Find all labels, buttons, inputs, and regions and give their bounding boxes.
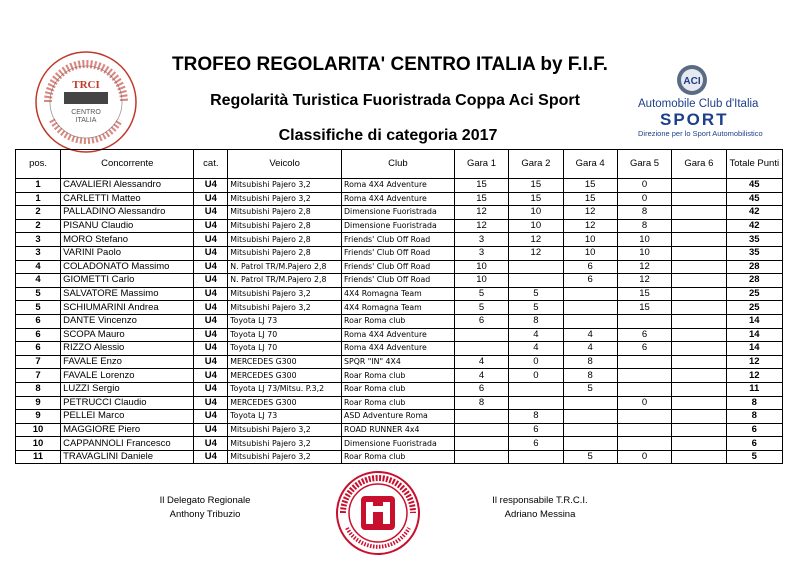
col-gara6-cell	[672, 287, 726, 301]
col-gara1-cell	[454, 437, 508, 451]
col-cat-cell: U4	[194, 206, 228, 220]
col-gara5-cell: 15	[617, 301, 671, 315]
table-row	[16, 355, 783, 369]
table-row	[16, 246, 783, 260]
col-concorrente-cell: CARLETTI Matteo	[61, 192, 194, 206]
col-concorrente-cell: PETRUCCI Claudio	[61, 396, 194, 410]
table-row	[16, 382, 783, 396]
col-veicolo-cell: Mitsubishi Pajero 3,2	[228, 437, 342, 451]
col-totale-cell: 42	[726, 206, 782, 220]
table-row	[16, 192, 783, 206]
col-gara4-cell: 15	[563, 192, 617, 206]
table-row	[16, 260, 783, 274]
col-gara4-cell	[563, 287, 617, 301]
col-gara6-cell	[672, 396, 726, 410]
col-cat-cell: U4	[194, 328, 228, 342]
col-totale-cell: 12	[726, 355, 782, 369]
col-concorrente-cell: GIOMETTI Carlo	[61, 274, 194, 288]
col-veicolo-cell: Toyota LJ 70	[228, 342, 342, 356]
col-concorrente-cell: VARINI Paolo	[61, 246, 194, 260]
col-pos-cell: 9	[16, 396, 61, 410]
col-gara5-cell: 10	[617, 246, 671, 260]
col-gara6-cell	[672, 382, 726, 396]
col-concorrente-cell: SCHIUMARINI Andrea	[61, 301, 194, 315]
col-gara1-cell	[454, 450, 508, 464]
col-pos-cell: 8	[16, 382, 61, 396]
col-totale-cell: 14	[726, 342, 782, 356]
col-gara6-cell	[672, 437, 726, 451]
delegate-role: Il Delegato Regionale	[159, 495, 251, 506]
col-club-cell: 4X4 Romagna Team	[342, 301, 455, 315]
col-veicolo-cell: Mitsubishi Pajero 3,2	[228, 423, 342, 437]
col-concorrente-cell: PALLADINO Alessandro	[61, 206, 194, 220]
col-concorrente-cell: SCOPA Mauro	[61, 328, 194, 342]
col-cat-cell: U4	[194, 233, 228, 247]
col-gara2-cell: 5	[509, 301, 563, 315]
col-gara4-cell: 10	[563, 233, 617, 247]
col-totale-cell: 25	[726, 301, 782, 315]
col-pos-cell: 7	[16, 369, 61, 383]
col-gara4-cell: 12	[563, 206, 617, 220]
svg-text:TRCI: TRCI	[72, 79, 100, 91]
col-gara6-cell	[672, 219, 726, 233]
col-gara5-cell	[617, 369, 671, 383]
col-totale-cell: 14	[726, 314, 782, 328]
col-concorrente-cell: CAVALIERI Alessandro	[61, 179, 194, 193]
col-gara1-cell: 12	[454, 219, 508, 233]
col-totale-cell: 45	[726, 192, 782, 206]
col-gara5-cell: 15	[617, 287, 671, 301]
col-gara6-cell	[672, 192, 726, 206]
col-gara1-header: Gara 1	[454, 150, 508, 179]
col-veicolo-cell: Mitsubishi Pajero 2,8	[228, 206, 342, 220]
col-pos-cell: 1	[16, 192, 61, 206]
standings-table	[15, 149, 783, 464]
col-totale-cell: 35	[726, 246, 782, 260]
table-row	[16, 274, 783, 288]
col-gara6-cell	[672, 314, 726, 328]
col-gara5-cell	[617, 410, 671, 424]
col-pos-cell: 6	[16, 342, 61, 356]
col-veicolo-cell: Toyota LJ 73/Mitsu. P.3,2	[228, 382, 342, 396]
col-gara2-cell: 8	[509, 410, 563, 424]
col-gara1-cell: 3	[454, 246, 508, 260]
col-gara2-cell: 12	[509, 233, 563, 247]
col-veicolo-cell: Toyota LJ 70	[228, 328, 342, 342]
col-gara1-cell: 6	[454, 382, 508, 396]
table-row	[16, 233, 783, 247]
col-gara4-cell: 12	[563, 219, 617, 233]
col-concorrente-cell: LUZZI Sergio	[61, 382, 194, 396]
col-totale-cell: 14	[726, 328, 782, 342]
col-veicolo-cell: Mitsubishi Pajero 3,2	[228, 192, 342, 206]
col-veicolo-cell: Mitsubishi Pajero 2,8	[228, 246, 342, 260]
col-cat-cell: U4	[194, 369, 228, 383]
manager-role: Il responsabile T.R.C.I.	[492, 495, 588, 506]
col-pos-cell: 3	[16, 233, 61, 247]
col-gara5-cell: 0	[617, 450, 671, 464]
col-pos-cell: 4	[16, 274, 61, 288]
col-club-cell: Roar Roma club	[342, 396, 455, 410]
col-gara4-cell	[563, 396, 617, 410]
col-gara6-cell	[672, 260, 726, 274]
svg-text:ITALIA: ITALIA	[75, 117, 97, 124]
col-gara1-cell: 10	[454, 260, 508, 274]
col-gara5-cell: 0	[617, 179, 671, 193]
col-club-cell: Roar Roma club	[342, 382, 455, 396]
col-gara4-cell: 10	[563, 246, 617, 260]
col-gara2-cell: 0	[509, 369, 563, 383]
col-club-cell: Roma 4X4 Adventure	[342, 179, 455, 193]
svg-text:CENTRO: CENTRO	[71, 109, 101, 116]
col-club-cell: Friends' Club Off Road	[342, 274, 455, 288]
col-club-cell: Roar Roma club	[342, 369, 455, 383]
col-totale-cell: 12	[726, 369, 782, 383]
col-club-cell: Roar Roma club	[342, 314, 455, 328]
col-totale-cell: 25	[726, 287, 782, 301]
col-gara4-cell	[563, 437, 617, 451]
page-title: TROFEO REGOLARITA' CENTRO ITALIA by F.I.F.	[172, 54, 608, 75]
col-pos-cell: 2	[16, 206, 61, 220]
col-gara4-cell: 4	[563, 342, 617, 356]
col-concorrente-cell: MAGGIORE Piero	[61, 423, 194, 437]
table-row	[16, 450, 783, 464]
col-club-cell: Roar Roma club	[342, 450, 455, 464]
col-gara6-cell	[672, 355, 726, 369]
col-pos-cell: 6	[16, 314, 61, 328]
col-veicolo-cell: Toyota LJ 73	[228, 410, 342, 424]
col-totale-cell: 8	[726, 396, 782, 410]
col-gara2-cell: 6	[509, 423, 563, 437]
table-row	[16, 342, 783, 356]
col-pos-cell: 5	[16, 287, 61, 301]
col-gara6-header: Gara 6	[672, 150, 726, 179]
col-pos-cell: 6	[16, 328, 61, 342]
col-gara6-cell	[672, 369, 726, 383]
col-veicolo-cell: Mitsubishi Pajero 3,2	[228, 450, 342, 464]
col-gara1-cell	[454, 328, 508, 342]
col-gara1-cell: 4	[454, 355, 508, 369]
col-gara1-cell: 8	[454, 396, 508, 410]
col-concorrente-cell: FAVALE Enzo	[61, 355, 194, 369]
col-gara2-cell: 15	[509, 179, 563, 193]
footer-left	[140, 495, 270, 520]
col-gara4-cell	[563, 423, 617, 437]
col-gara2-cell: 4	[509, 328, 563, 342]
col-gara6-cell	[672, 423, 726, 437]
col-concorrente-cell: PELLEI Marco	[61, 410, 194, 424]
col-pos-cell: 1	[16, 179, 61, 193]
col-concorrente-cell: DANTE Vincenzo	[61, 314, 194, 328]
section-title: Classifiche di categoria 2017	[278, 127, 498, 144]
col-club-cell: Roma 4X4 Adventure	[342, 328, 455, 342]
col-gara6-cell	[672, 246, 726, 260]
col-totale-cell: 6	[726, 423, 782, 437]
col-veicolo-cell: MERCEDES G300	[228, 396, 342, 410]
col-gara6-cell	[672, 450, 726, 464]
col-cat-cell: U4	[194, 396, 228, 410]
col-pos-cell: 9	[16, 410, 61, 424]
col-gara4-cell	[563, 410, 617, 424]
col-club-cell: Friends' Club Off Road	[342, 260, 455, 274]
col-gara5-cell: 10	[617, 233, 671, 247]
col-pos-cell: 3	[16, 246, 61, 260]
col-gara1-cell: 5	[454, 287, 508, 301]
col-gara2-cell: 0	[509, 355, 563, 369]
col-gara1-cell: 3	[454, 233, 508, 247]
col-cat-cell: U4	[194, 260, 228, 274]
col-cat-header: cat.	[194, 150, 228, 179]
delegate-name: Anthony Tribuzio	[169, 509, 241, 520]
col-gara5-cell: 6	[617, 328, 671, 342]
col-totale-cell: 5	[726, 450, 782, 464]
col-pos-cell: 11	[16, 450, 61, 464]
col-veicolo-cell: MERCEDES G300	[228, 355, 342, 369]
col-gara2-cell	[509, 260, 563, 274]
col-veicolo-header: Veicolo	[228, 150, 342, 179]
table-row	[16, 301, 783, 315]
col-pos-cell: 4	[16, 260, 61, 274]
col-gara2-cell: 12	[509, 246, 563, 260]
col-concorrente-cell: MORO Stefano	[61, 233, 194, 247]
col-concorrente-header: Concorrente	[61, 150, 194, 179]
col-concorrente-cell: PISANU Claudio	[61, 219, 194, 233]
col-club-header: Club	[342, 150, 455, 179]
col-gara1-cell	[454, 410, 508, 424]
col-gara5-cell: 0	[617, 192, 671, 206]
col-concorrente-cell: COLADONATO Massimo	[61, 260, 194, 274]
col-gara4-cell	[563, 314, 617, 328]
col-gara4-cell: 8	[563, 355, 617, 369]
col-gara4-cell: 15	[563, 179, 617, 193]
col-gara2-cell: 10	[509, 206, 563, 220]
col-gara1-cell: 6	[454, 314, 508, 328]
col-gara6-cell	[672, 233, 726, 247]
col-pos-cell: 7	[16, 355, 61, 369]
table-row	[16, 179, 783, 193]
svg-text:ACI: ACI	[683, 76, 701, 87]
col-gara2-cell: 5	[509, 287, 563, 301]
col-cat-cell: U4	[194, 246, 228, 260]
col-cat-cell: U4	[194, 179, 228, 193]
col-cat-cell: U4	[194, 301, 228, 315]
col-club-cell: Friends' Club Off Road	[342, 246, 455, 260]
col-gara4-cell: 4	[563, 328, 617, 342]
col-gara2-header: Gara 2	[509, 150, 563, 179]
col-gara5-cell: 6	[617, 342, 671, 356]
col-gara1-cell: 12	[454, 206, 508, 220]
col-gara4-cell	[563, 301, 617, 315]
table-row	[16, 287, 783, 301]
col-gara2-cell	[509, 382, 563, 396]
col-cat-cell: U4	[194, 382, 228, 396]
col-pos-cell: 5	[16, 301, 61, 315]
col-totale-header: Totale Punti	[726, 150, 782, 179]
table-header	[16, 150, 783, 179]
col-concorrente-cell: FAVALE Lorenzo	[61, 369, 194, 383]
col-veicolo-cell: Mitsubishi Pajero 3,2	[228, 301, 342, 315]
col-gara5-cell: 8	[617, 206, 671, 220]
col-totale-cell: 35	[726, 233, 782, 247]
col-cat-cell: U4	[194, 450, 228, 464]
fif-stamp	[335, 470, 421, 556]
table-row	[16, 369, 783, 383]
col-cat-cell: U4	[194, 423, 228, 437]
col-gara2-cell: 8	[509, 314, 563, 328]
col-club-cell: SPQR "IN" 4X4	[342, 355, 455, 369]
col-gara4-cell: 5	[563, 450, 617, 464]
col-gara5-cell	[617, 437, 671, 451]
col-pos-cell: 10	[16, 437, 61, 451]
table-row	[16, 206, 783, 220]
col-club-cell: Dimensione Fuoristrada	[342, 206, 455, 220]
col-gara1-cell	[454, 423, 508, 437]
table-row	[16, 219, 783, 233]
col-totale-cell: 28	[726, 274, 782, 288]
col-gara5-cell	[617, 382, 671, 396]
col-gara2-cell	[509, 274, 563, 288]
col-gara5-cell	[617, 314, 671, 328]
col-gara2-cell	[509, 396, 563, 410]
col-totale-cell: 8	[726, 410, 782, 424]
col-concorrente-cell: CAPPANNOLI Francesco	[61, 437, 194, 451]
col-veicolo-cell: N. Patrol TR/M.Pajero 2,8	[228, 274, 342, 288]
col-gara5-cell: 8	[617, 219, 671, 233]
aci-sport: SPORT	[660, 110, 729, 129]
aci-subtitle: Direzione per lo Sport Automobilistico	[638, 129, 763, 138]
col-totale-cell: 42	[726, 219, 782, 233]
col-veicolo-cell: Mitsubishi Pajero 2,8	[228, 219, 342, 233]
col-veicolo-cell: Mitsubishi Pajero 2,8	[228, 233, 342, 247]
col-gara5-cell	[617, 423, 671, 437]
col-gara4-header: Gara 4	[563, 150, 617, 179]
col-concorrente-cell: RIZZO Alessio	[61, 342, 194, 356]
col-cat-cell: U4	[194, 437, 228, 451]
col-gara2-cell: 6	[509, 437, 563, 451]
col-gara2-cell: 4	[509, 342, 563, 356]
table-row	[16, 328, 783, 342]
col-cat-cell: U4	[194, 355, 228, 369]
col-gara1-cell: 10	[454, 274, 508, 288]
col-pos-header: pos.	[16, 150, 61, 179]
col-gara5-header: Gara 5	[617, 150, 671, 179]
col-club-cell: ROAD RUNNER 4x4	[342, 423, 455, 437]
col-veicolo-cell: N. Patrol TR/M.Pajero 2,8	[228, 260, 342, 274]
col-cat-cell: U4	[194, 219, 228, 233]
col-gara2-cell: 15	[509, 192, 563, 206]
col-veicolo-cell: Mitsubishi Pajero 3,2	[228, 287, 342, 301]
col-gara6-cell	[672, 274, 726, 288]
col-veicolo-cell: Toyota LJ 73	[228, 314, 342, 328]
col-gara1-cell: 15	[454, 192, 508, 206]
col-gara4-cell: 6	[563, 274, 617, 288]
table-row	[16, 410, 783, 424]
col-club-cell: 4X4 Romagna Team	[342, 287, 455, 301]
col-gara1-cell: 4	[454, 369, 508, 383]
col-gara6-cell	[672, 206, 726, 220]
col-gara6-cell	[672, 342, 726, 356]
col-cat-cell: U4	[194, 314, 228, 328]
col-gara5-cell: 12	[617, 274, 671, 288]
table-row	[16, 396, 783, 410]
col-concorrente-cell: SALVATORE Massimo	[61, 287, 194, 301]
col-gara4-cell: 6	[563, 260, 617, 274]
table-row	[16, 423, 783, 437]
col-cat-cell: U4	[194, 192, 228, 206]
col-club-cell: Roma 4X4 Adventure	[342, 342, 455, 356]
col-gara5-cell: 0	[617, 396, 671, 410]
manager-name: Adriano Messina	[504, 509, 576, 520]
aci-name: Automobile Club d'Italia	[638, 98, 759, 110]
table-row	[16, 437, 783, 451]
col-club-cell: Dimensione Fuoristrada	[342, 437, 455, 451]
table-row	[16, 314, 783, 328]
col-gara4-cell: 5	[563, 382, 617, 396]
col-pos-cell: 10	[16, 423, 61, 437]
col-cat-cell: U4	[194, 342, 228, 356]
col-veicolo-cell: MERCEDES G300	[228, 369, 342, 383]
col-totale-cell: 11	[726, 382, 782, 396]
col-gara6-cell	[672, 410, 726, 424]
col-gara1-cell: 15	[454, 179, 508, 193]
col-totale-cell: 6	[726, 437, 782, 451]
col-cat-cell: U4	[194, 287, 228, 301]
footer-right	[475, 495, 605, 520]
col-club-cell: Friends' Club Off Road	[342, 233, 455, 247]
col-veicolo-cell: Mitsubishi Pajero 3,2	[228, 179, 342, 193]
col-gara6-cell	[672, 328, 726, 342]
col-gara5-cell: 12	[617, 260, 671, 274]
col-gara2-cell: 10	[509, 219, 563, 233]
page-subtitle: Regolarità Turistica Fuoristrada Coppa Aci Sport	[210, 92, 580, 109]
col-gara1-cell: 5	[454, 301, 508, 315]
col-club-cell: ASD Adventure Roma	[342, 410, 455, 424]
col-gara1-cell	[454, 342, 508, 356]
col-gara4-cell: 8	[563, 369, 617, 383]
col-gara6-cell	[672, 179, 726, 193]
col-totale-cell: 28	[726, 260, 782, 274]
col-gara5-cell	[617, 355, 671, 369]
col-cat-cell: U4	[194, 410, 228, 424]
col-totale-cell: 45	[726, 179, 782, 193]
col-cat-cell: U4	[194, 274, 228, 288]
col-club-cell: Dimensione Fuoristrada	[342, 219, 455, 233]
col-pos-cell: 2	[16, 219, 61, 233]
col-concorrente-cell: TRAVAGLINI Daniele	[61, 450, 194, 464]
col-gara6-cell	[672, 301, 726, 315]
col-gara2-cell	[509, 450, 563, 464]
col-club-cell: Roma 4X4 Adventure	[342, 192, 455, 206]
